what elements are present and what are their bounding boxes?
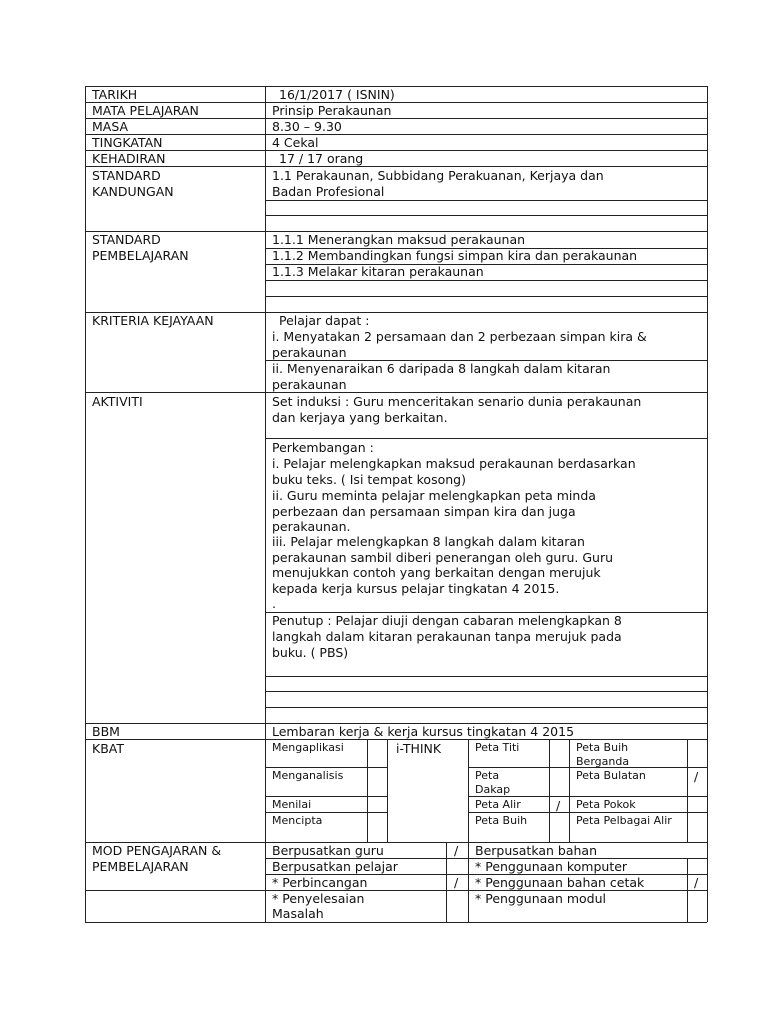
table-border-right xyxy=(707,86,708,922)
table-border-top xyxy=(85,86,707,87)
set-induksi-line: dan kerjaya yang berkaitan. xyxy=(272,410,448,425)
peta-left-item: Peta Buih xyxy=(475,814,528,827)
kbat-row-line xyxy=(468,812,707,813)
kbat-col-line xyxy=(387,739,388,842)
label-column-line xyxy=(265,86,266,922)
perkembangan-line: ii. Guru meminta pelajar melengkapkan peta minda xyxy=(272,488,596,503)
set-induksi-line: Set induksi : Guru menceritakan senario dunia perakaunan xyxy=(272,394,642,409)
kriteria-item1-line: i. Menyatakan 2 persamaan dan 2 perbezaan simpan kira & xyxy=(272,329,647,344)
bbm-label: BBM xyxy=(92,724,120,739)
mod-penyelesaian-line: * Penyelesaian xyxy=(272,891,365,906)
kriteria-item1-line: perakaunan xyxy=(272,345,347,360)
row-line xyxy=(85,150,707,151)
standard-pembelajaran-item: 1.1.3 Melakar kitaran perakaunan xyxy=(272,264,484,279)
mod-bahan: Berpusatkan bahan xyxy=(475,843,598,858)
kriteria-item2-line: ii. Menyenaraikan 6 daripada 8 langkah dalam kitaran xyxy=(272,361,611,376)
mod-modul: * Penggunaan modul xyxy=(475,891,607,906)
row-line xyxy=(265,215,707,216)
row-line xyxy=(265,200,707,201)
tingkatan-label: TINGKATAN xyxy=(92,135,163,150)
mod-label-line: MOD PENGAJARAN & xyxy=(92,843,222,858)
tarikh-label: TARIKH xyxy=(92,87,138,102)
mod-col-line xyxy=(687,858,688,922)
table-border-bottom xyxy=(85,922,707,923)
row-line xyxy=(265,296,707,297)
kbat-row-line xyxy=(265,767,387,768)
mod-penyelesaian-line: Masalah xyxy=(272,906,324,921)
row-line xyxy=(85,166,707,167)
table-border-left xyxy=(85,86,86,922)
standard-kandungan-label-line: STANDARD xyxy=(92,168,161,183)
row-line xyxy=(265,280,707,281)
kbat-label: KBAT xyxy=(92,741,124,756)
perkembangan-line: Perkembangan : xyxy=(272,440,374,455)
standard-kandungan-value-line: Badan Profesional xyxy=(272,184,385,199)
kbat-level: Mengaplikasi xyxy=(272,741,344,754)
row-line xyxy=(265,691,707,692)
perkembangan-line: i. Pelajar melengkapkan maksud perakaunan berdasarkan xyxy=(272,456,636,471)
bbm-value: Lembaran kerja & kerja kursus tingkatan 4 2015 xyxy=(272,724,575,739)
kriteria-kejayaan-label: KRITERIA KEJAYAAN xyxy=(92,313,214,328)
kbat-row-line xyxy=(265,796,387,797)
standard-pembelajaran-item: 1.1.1 Menerangkan maksud perakaunan xyxy=(272,232,526,247)
mod-pelajar: Berpusatkan pelajar xyxy=(272,859,398,874)
peta-left-item: Peta Alir xyxy=(475,798,521,811)
mod-label-line: PEMBELAJARAN xyxy=(92,859,189,874)
kbat-row-line xyxy=(265,812,387,813)
perkembangan-line: perakaunan. xyxy=(272,519,351,534)
mod-perbincangan-checkmark: / xyxy=(454,875,459,890)
perkembangan-line: buku teks. ( Isi tempat kosong) xyxy=(272,472,466,487)
peta-right-item: Peta Pokok xyxy=(576,798,636,811)
standard-pembelajaran-label-line: PEMBELAJARAN xyxy=(92,248,189,263)
perkembangan-line: . xyxy=(272,596,276,611)
kbat-level: Mencipta xyxy=(272,814,323,827)
kbat-col-line xyxy=(468,739,469,842)
row-line xyxy=(85,392,707,393)
kbat-level: Menilai xyxy=(272,798,312,811)
peta-right-checkmark: / xyxy=(694,769,699,784)
row-line xyxy=(85,739,707,740)
kriteria-intro: Pelajar dapat : xyxy=(279,313,370,328)
perkembangan-line: perbezaan dan persamaan simpan kira dan juga xyxy=(272,504,576,519)
mod-guru: Berpusatkan guru xyxy=(272,843,384,858)
tingkatan-value: 4 Cekal xyxy=(272,135,319,150)
standard-pembelajaran-label-line: STANDARD xyxy=(92,232,161,247)
row-line xyxy=(265,707,707,708)
perkembangan-line: iii. Pelajar melengkapkan 8 langkah dalam kitaran xyxy=(272,534,585,549)
perkembangan-line: menujukkan contoh yang berkaitan dengan merujuk xyxy=(272,565,601,580)
standard-kandungan-value-line: 1.1 Perakaunan, Subbidang Perakuanan, Kerjaya dan xyxy=(272,168,604,183)
mod-komputer: * Penggunaan komputer xyxy=(475,859,628,874)
masa-label: MASA xyxy=(92,119,129,134)
standard-pembelajaran-item: 1.1.2 Membandingkan fungsi simpan kira dan perakaunan xyxy=(272,248,638,263)
kbat-col-line xyxy=(687,739,688,842)
kbat-level: Menganalisis xyxy=(272,769,344,782)
mod-cetak-checkmark: / xyxy=(694,875,699,890)
penutup-line: buku. ( PBS) xyxy=(272,645,349,660)
mata-pelajaran-value: Prinsip Perakaunan xyxy=(272,103,392,118)
mod-perbincangan: * Perbincangan xyxy=(272,875,368,890)
mod-guru-checkmark: / xyxy=(454,843,459,858)
peta-left-item: Peta Titi xyxy=(475,741,520,754)
peta-left-checkmark: / xyxy=(556,798,561,813)
kehadiran-value: 17 / 17 orang xyxy=(279,151,364,166)
mata-pelajaran-label: MATA PELAJARAN xyxy=(92,103,199,118)
penutup-line: langkah dalam kitaran perakaunan tanpa merujuk pada xyxy=(272,629,622,644)
standard-kandungan-label-line: KANDUNGAN xyxy=(92,184,174,199)
kbat-col-line xyxy=(367,739,368,842)
tarikh-value: 16/1/2017 ( ISNIN) xyxy=(279,87,395,102)
row-line xyxy=(85,890,707,891)
kehadiran-label: KEHADIRAN xyxy=(92,151,166,166)
perkembangan-line: kepada kerja kursus pelajar tingkatan 4 2015. xyxy=(272,581,560,596)
row-line xyxy=(265,438,707,439)
kriteria-item2-line: perakaunan xyxy=(272,377,347,392)
mod-cetak: * Penggunaan bahan cetak xyxy=(475,875,645,890)
aktiviti-label: AKTIVITI xyxy=(92,394,143,409)
row-line xyxy=(85,118,707,119)
perkembangan-line: perakaunan sambil diberi penerangan oleh guru. Guru xyxy=(272,550,614,565)
mod-col-line xyxy=(468,842,469,922)
kbat-col-line xyxy=(569,739,570,842)
kbat-col-line xyxy=(549,739,550,842)
row-line xyxy=(265,676,707,677)
masa-value: 8.30 – 9.30 xyxy=(272,119,342,134)
ithink-label: i-THINK xyxy=(396,741,442,756)
peta-right-item: Peta Bulatan xyxy=(576,769,646,782)
penutup-line: Penutup : Pelajar diuji dengan cabaran melengkapkan 8 xyxy=(272,613,622,628)
row-line xyxy=(85,134,707,135)
mod-col-line xyxy=(446,842,447,922)
peta-left-item: Peta Dakap xyxy=(475,769,511,796)
peta-right-item: Peta Buih Berganda xyxy=(576,741,630,768)
peta-right-item: Peta Pelbagai Alir xyxy=(576,814,672,827)
